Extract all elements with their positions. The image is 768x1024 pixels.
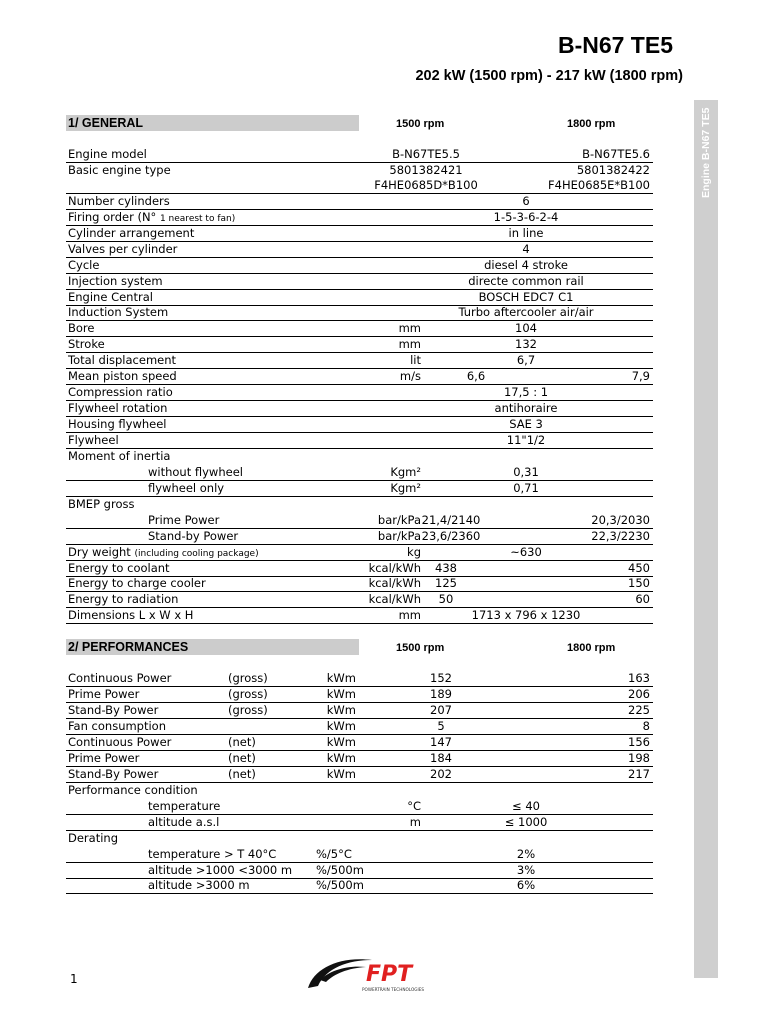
row-altitude: altitude a.s.l m ≤ 1000 <box>66 815 653 831</box>
row-injection: Injection system directe common rail <box>66 274 653 290</box>
row-flywheel-only: flywheel only Kgm² 0,71 <box>66 481 653 497</box>
row-standby-net: Stand-By Power (net) kWm 202 217 <box>66 767 653 783</box>
row-cycle: Cycle diesel 4 stroke <box>66 258 653 274</box>
row-induction: Induction System Turbo aftercooler air/air <box>66 305 653 321</box>
row-der-alt2: altitude >3000 m %/500m 6% <box>66 878 653 894</box>
row-flywheel-rotation: Flywheel rotation antihoraire <box>66 401 653 417</box>
row-fan: Fan consumption kWm 5 8 <box>66 719 653 735</box>
perf-col-1800: 1800 rpm <box>567 642 616 654</box>
row-temperature: temperature °C ≤ 40 <box>66 799 653 815</box>
row-dimensions: Dimensions L x W x H mm 1713 x 796 x 1230 <box>66 608 653 624</box>
doc-title: B-N67 TE5 <box>557 32 673 58</box>
side-tab-label: Engine B-N67 TE5 <box>700 108 712 199</box>
row-derating: Derating <box>68 831 118 845</box>
row-stroke: Stroke mm 132 <box>66 337 653 353</box>
row-firing-order: Firing order (N° 1 nearest to fan) 1-5-3-6-2-4 <box>66 210 653 226</box>
logo-subtext: POWERTRAIN TECHNOLOGIES <box>362 987 425 992</box>
row-basic-engine-type-2: F4HE0685D*B100 F4HE0685E*B100 <box>66 178 653 194</box>
row-energy-charge: Energy to charge cooler kcal/kWh 125 150 <box>66 576 653 592</box>
doc-subtitle: 202 kW (1500 rpm) - 217 kW (1800 rpm) <box>415 68 683 84</box>
row-prime-gross: Prime Power (gross) kWm 189 206 <box>66 687 653 703</box>
row-without-flywheel: without flywheel Kgm² 0,31 <box>66 465 653 481</box>
row-moment-inertia: Moment of inertia <box>68 449 171 463</box>
row-bore: Bore mm 104 <box>66 321 653 337</box>
general-col-1500: 1500 rpm <box>396 118 445 130</box>
row-standby-gross: Stand-By Power (gross) kWm 207 225 <box>66 703 653 719</box>
general-col-1800: 1800 rpm <box>567 118 616 130</box>
row-compression: Compression ratio 17,5 : 1 <box>66 385 653 401</box>
row-basic-engine-type: Basic engine type 5801382421 5801382422 <box>68 163 650 177</box>
row-housing-flywheel: Housing flywheel SAE 3 <box>66 417 653 433</box>
row-continuous-net: Continuous Power (net) kWm 147 156 <box>66 735 653 751</box>
fpt-logo <box>300 950 470 1000</box>
row-bmep-standby: Stand-by Power bar/kPa 23,6/2360 22,3/2230 <box>66 529 653 545</box>
general-heading: 1/ GENERAL <box>66 115 359 131</box>
row-bmep-prime: Prime Power bar/kPa 21,4/2140 20,3/2030 <box>66 513 653 529</box>
row-der-temp: temperature > T 40°C %/5°C 2% <box>66 847 653 863</box>
row-perf-condition: Performance condition <box>68 783 198 797</box>
row-engine-model: Engine model B-N67TE5.5 B-N67TE5.6 <box>66 147 653 163</box>
row-energy-radiation: Energy to radiation kcal/kWh 50 60 <box>66 592 653 608</box>
row-flywheel: Flywheel 11"1/2 <box>66 433 653 449</box>
perf-col-1500: 1500 rpm <box>396 642 445 654</box>
row-piston-speed: Mean piston speed m/s 6,6 7,9 <box>66 369 653 385</box>
row-displacement: Total displacement lit 6,7 <box>66 353 653 369</box>
row-cylinder-arrangement: Cylinder arrangement in line <box>66 226 653 242</box>
page-number: 1 <box>70 972 78 986</box>
row-continuous-gross: Continuous Power (gross) kWm 152 163 <box>66 671 653 687</box>
row-energy-coolant: Energy to coolant kcal/kWh 438 450 <box>66 561 653 577</box>
logo-wordmark: FPT <box>366 962 413 987</box>
row-number-cylinders: Number cylinders 6 <box>66 194 653 210</box>
row-valves: Valves per cylinder 4 <box>66 242 653 258</box>
row-der-alt1: altitude >1000 <3000 m %/500m 3% <box>66 863 653 879</box>
row-dry-weight: Dry weight (including cooling package) kg ~630 <box>66 545 653 561</box>
row-engine-central: Engine Central BOSCH EDC7 C1 <box>66 290 653 306</box>
row-prime-net: Prime Power (net) kWm 184 198 <box>66 751 653 767</box>
row-bmep: BMEP gross <box>68 497 135 511</box>
performances-heading: 2/ PERFORMANCES <box>66 639 359 655</box>
side-tab <box>694 100 718 978</box>
